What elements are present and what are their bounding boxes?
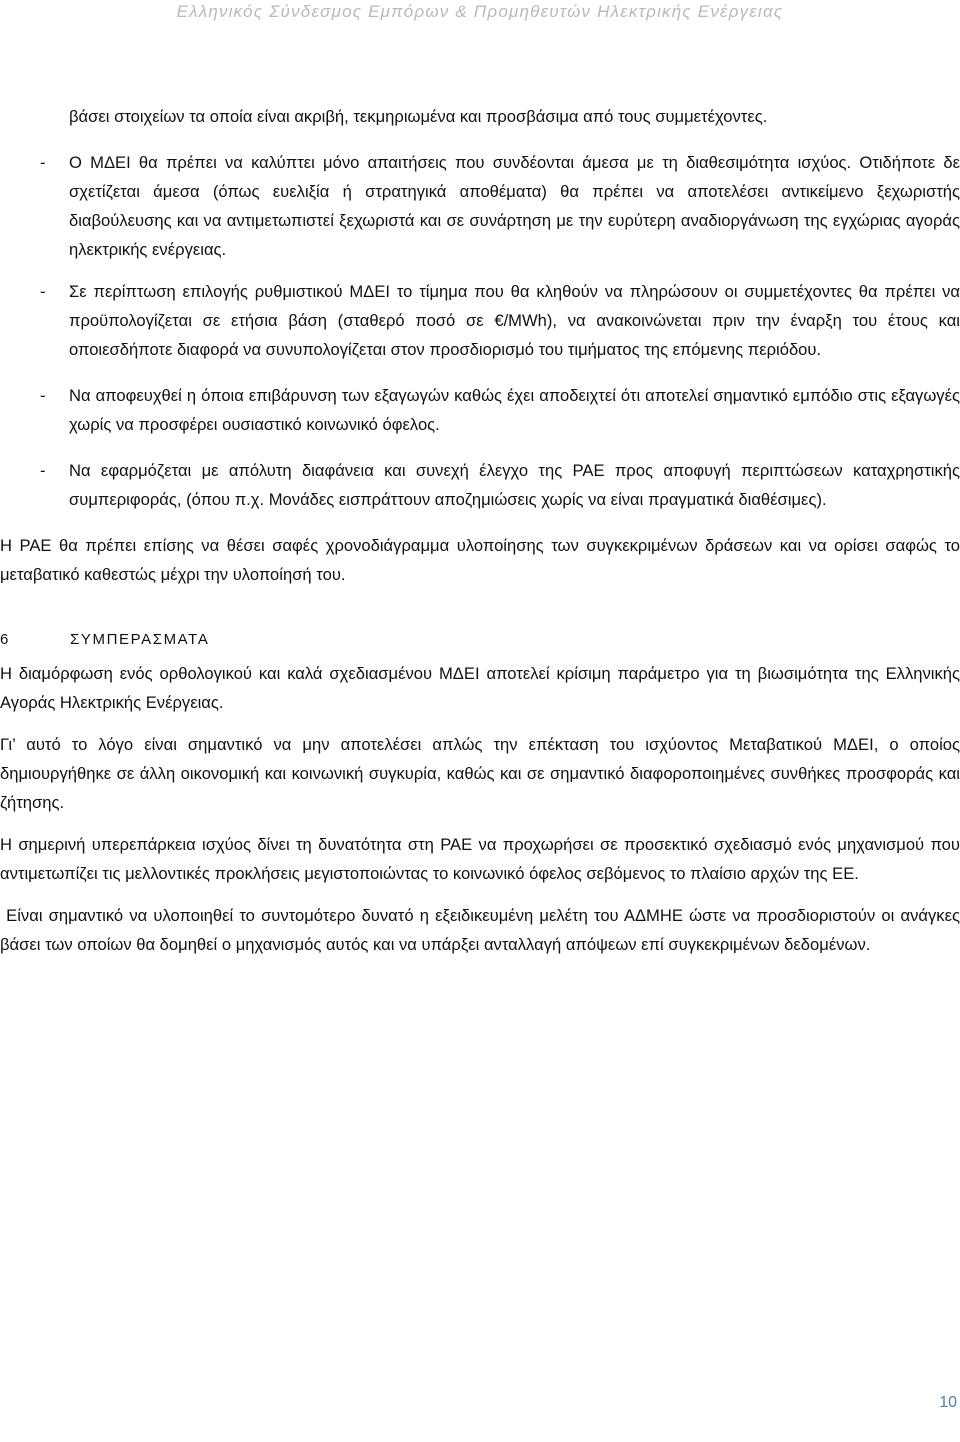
bullet-dash: - [40,461,46,480]
bullet-dash: - [40,153,46,172]
bullet-text-1: Ο ΜΔΕΙ θα πρέπει να καλύπτει μόνο απαιτήσεις που συνδέονται άμεσα με τη διαθεσιμότητα ισχύος. Οτιδήποτε δε σχετίζεται άμεσα (όπως ευελιξία ή στρατηγικά αποθέματα) θα πρέπει να αποτελέσει αντικείμενο ξεχωριστής διαβούλευσης και να αντιμετωπιστεί ξεχωριστά και σε συνάρτηση με την ευρύτερη αναδιοργάνωση της εγχώριας αγοράς ηλεκτρικής ενέργειας. [69,153,960,259]
closing-paragraph: Η ΡΑΕ θα πρέπει επίσης να θέσει σαφές χρονοδιάγραμμα υλοποίησης των συγκεκριμένων δράσεων και να ορίσει σαφώς το μεταβατικό καθεστώς μέχρι την υλοποίησή του. [0,536,960,584]
section-title: ΣΥΜΠΕΡΑΣΜΑΤΑ [70,631,210,648]
conclusion-paragraph-3: Η σημερινή υπερεπάρκεια ισχύος δίνει τη δυνατότητα στη ΡΑΕ να προχωρήσει σε προσεκτικό σχεδιασμό ενός μηχανισμού που αντιμετωπίζει τις μελλοντικές προκλήσεις μεγιστοποιώντας το κοινωνικό όφελος σεβόμενος το πλαίσιο αρχών της ΕΕ. [0,835,960,883]
bullet-text-3: Να αποφευχθεί η όποια επιβάρυνση των εξαγωγών καθώς έχει αποδειχτεί ότι αποτελεί σημαντικό εμπόδιο στις εξαγωγές χωρίς να προσφέρει ουσιαστικό κοινωνικό όφελος. [69,386,960,434]
page-number: 10 [939,1394,957,1411]
conclusion-paragraph-4: Είναι σημαντικό να υλοποιηθεί το συντομότερο δυνατό η εξειδικευμένη μελέτη του ΑΔΜΗΕ ώστε να προσδιοριστούν οι ανάγκες βάσει των οποίων θα δομηθεί ο μηχανισμός αυτός και να υπάρξει ανταλλαγή απόψεων επί συγκεκριμένων δεδομένων. [0,906,960,954]
bullet-item-3 [0,381,960,439]
conclusion-paragraph-1: Η διαμόρφωση ενός ορθολογικού και καλά σχεδιασμένου ΜΔΕΙ αποτελεί κρίσιμη παράμετρο για τη βιωσιμότητα της Ελληνικής Αγοράς Ηλεκτρικής Ενέργειας. [0,664,960,712]
section-heading [0,627,960,653]
bullet-text-4: Να εφαρμόζεται με απόλυτη διαφάνεια και συνεχή έλεγχο της ΡΑΕ προς αποφυγή περιπτώσεων καταχρηστικής συμπεριφοράς, (όπου π.χ. Μονάδες εισπράττουν αποζημιώσεις χωρίς να είναι πραγματικά διαθέσιμες). [69,461,960,509]
document-body [0,102,960,959]
document-header: Ελληνικός Σύνδεσμος Εμπόρων & Προμηθευτών Ηλεκτρικής Ενέργειας [176,2,784,21]
bullet-item-1 [0,148,960,264]
bullet-dash: - [40,282,46,301]
bullet-text-2: Σε περίπτωση επιλογής ρυθμιστικού ΜΔΕΙ το τίμημα που θα κληθούν να πληρώσουν οι συμμετέχοντες θα πρέπει να προϋπολογίζεται σε ετήσια βάση (σταθερό ποσό σε €/MWh), να ανακοινώνεται πριν την έναρξη του έτους και οποιεσδήποτε διαφορά να συνυπολογίζεται στον προσδιορισμό του τιμήματος της επόμενης περιόδου. [69,282,960,359]
intro-continuation: βάσει στοιχείων τα οποία είναι ακριβή, τεκμηριωμένα και προσβάσιμα από τους συμμετέχοντες. [69,107,768,126]
bullet-item-4 [0,456,960,514]
bullet-dash: - [40,386,46,405]
bullet-item-2 [0,277,960,364]
section-number: 6 [0,631,10,648]
conclusion-paragraph-2: Γι’ αυτό το λόγο είναι σημαντικό να μην αποτελέσει απλώς την επέκταση του ισχύοντος Μεταβατικού ΜΔΕΙ, ο οποίος δημιουργήθηκε σε άλλη οικονομική και κοινωνική συγκυρία, καθώς και σε σημαντικό διαφοροποιημένες συνθήκες προσφοράς και ζήτησης. [0,735,960,812]
